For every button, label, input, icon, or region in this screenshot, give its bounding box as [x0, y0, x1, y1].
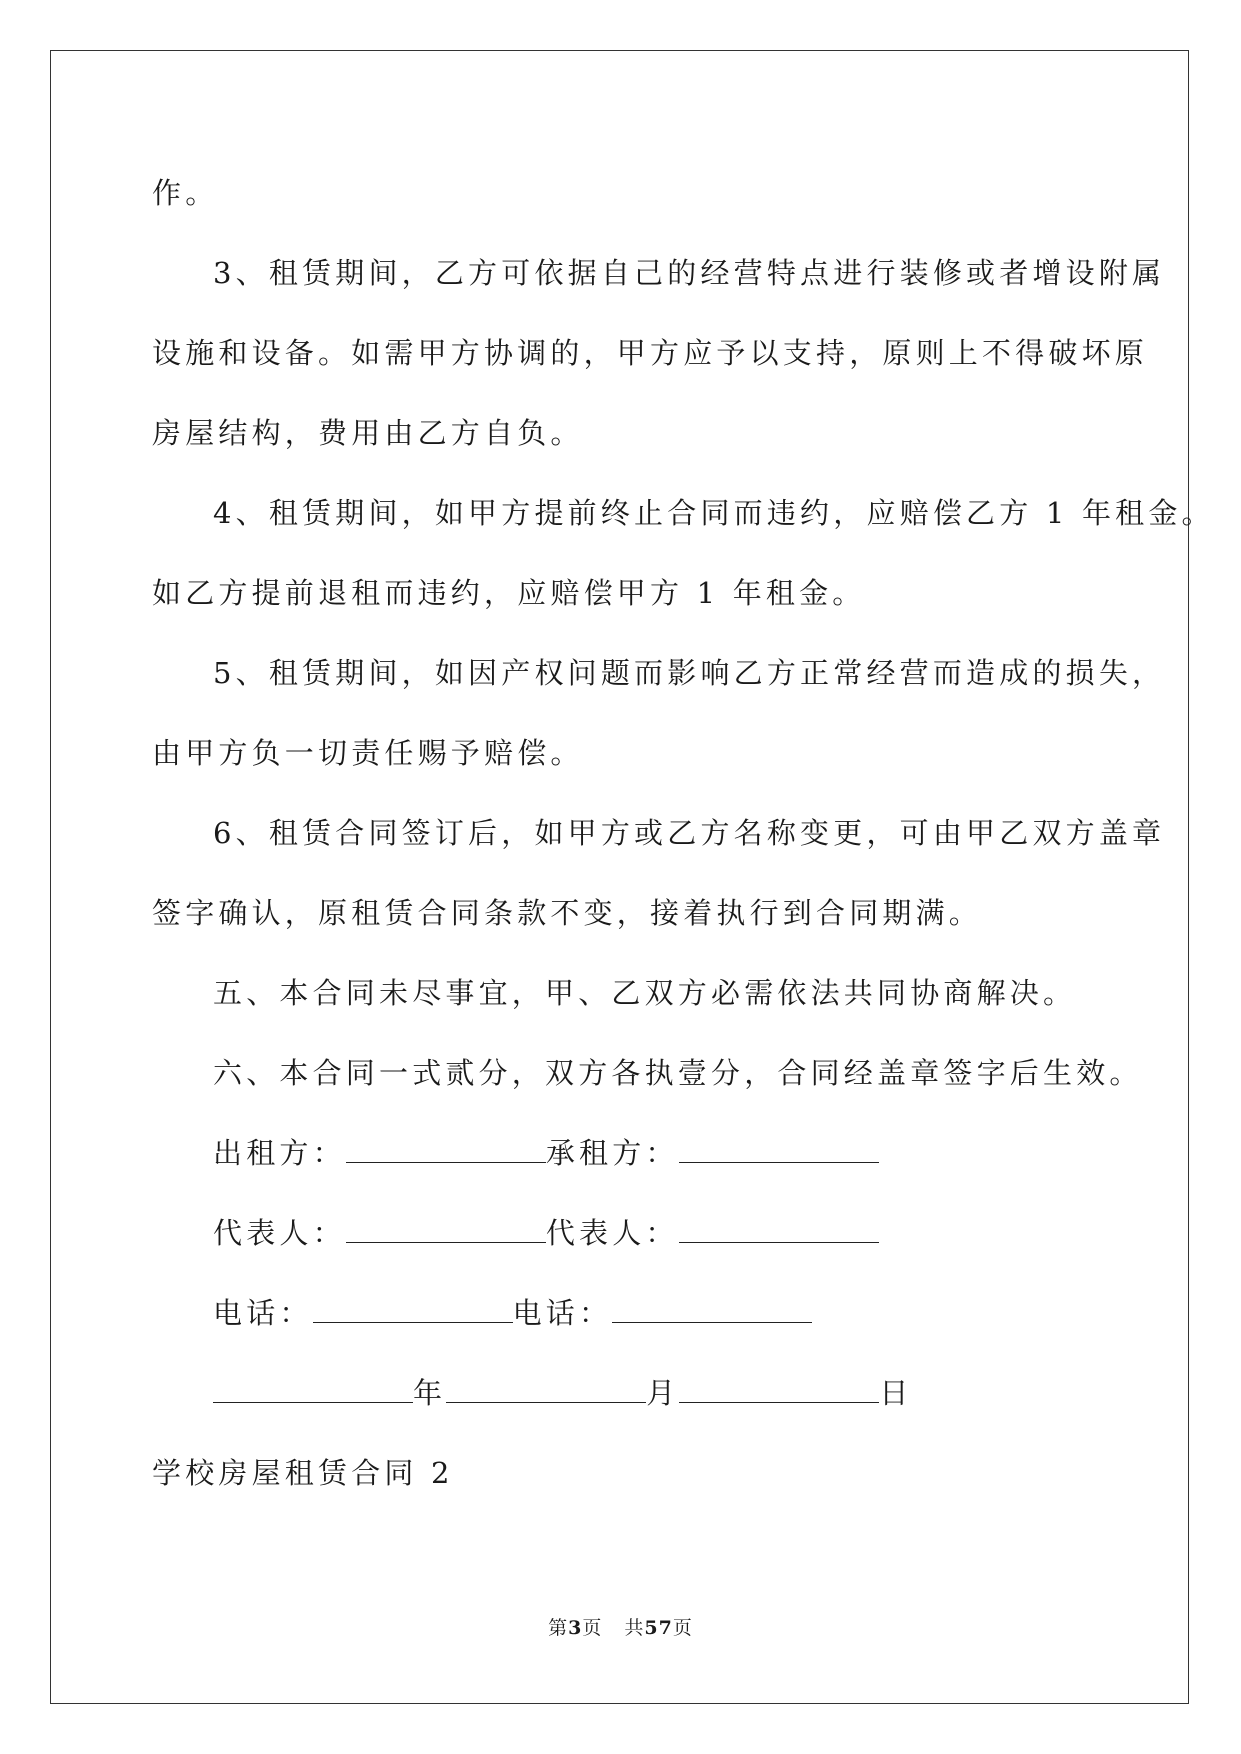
page-prefix: 第 — [548, 1617, 569, 1639]
page-footer — [0, 1616, 1241, 1640]
clause-6-line-2: 签字确认，原租赁合同条款不变，接着执行到合同期满。 — [152, 896, 983, 930]
lessee-label: 承租方： — [545, 1136, 679, 1170]
signature-row-representatives — [213, 1213, 879, 1253]
next-contract-title: 学校房屋租赁合同 2 — [152, 1456, 454, 1490]
phone-blank-2 — [612, 1296, 812, 1323]
lessor-label: 出租方： — [213, 1136, 346, 1170]
representative-label-1: 代表人： — [213, 1216, 346, 1250]
page-suffix: 页 — [582, 1617, 603, 1639]
representative-label-2: 代表人： — [545, 1216, 679, 1250]
signature-row-parties — [213, 1133, 879, 1173]
article-5-line: 五、本合同未尽事宜，甲、乙双方必需依法共同协商解决。 — [213, 976, 1077, 1010]
month-label: 月 — [646, 1376, 680, 1410]
clause-4-line-2: 如乙方提前退租而违约，应赔偿甲方 1 年租金。 — [152, 576, 866, 610]
total-suffix: 页 — [672, 1617, 693, 1639]
lessor-blank — [346, 1136, 546, 1163]
year-blank — [213, 1376, 413, 1403]
page-number: 3 — [568, 1617, 583, 1639]
phone-label-1: 电话： — [213, 1296, 313, 1330]
month-blank — [446, 1376, 646, 1403]
clause-3-line-3: 房屋结构，费用由乙方自负。 — [152, 416, 584, 450]
representative-blank-2 — [679, 1216, 879, 1243]
total-prefix: 共 — [624, 1617, 645, 1639]
total-pages: 57 — [644, 1617, 673, 1639]
clause-5-line-1: 5、租赁期间，如因产权问题而影响乙方正常经营而造成的损失， — [213, 656, 1166, 690]
clause-3-line-1: 3、租赁期间，乙方可依据自己的经营特点进行装修或者增设附属 — [213, 256, 1166, 290]
paragraph-line: 作。 — [152, 176, 219, 210]
lessee-blank — [679, 1136, 879, 1163]
signature-row-phones — [213, 1293, 812, 1333]
phone-label-2: 电话： — [512, 1296, 613, 1330]
clause-5-line-2: 由甲方负一切责任赐予赔偿。 — [152, 736, 584, 770]
clause-4-line-1: 4、租赁期间，如甲方提前终止合同而违约，应赔偿乙方 1 年租金。 — [213, 496, 1215, 530]
article-6-line: 六、本合同一式贰分，双方各执壹分，合同经盖章签字后生效。 — [213, 1056, 1143, 1090]
day-label: 日 — [879, 1376, 913, 1410]
clause-3-line-2: 设施和设备。如需甲方协调的，甲方应予以支持，原则上不得破坏原 — [152, 336, 1149, 370]
clause-6-line-1: 6、租赁合同签订后，如甲方或乙方名称变更，可由甲乙双方盖章 — [213, 816, 1166, 850]
year-label: 年 — [413, 1376, 447, 1410]
representative-blank-1 — [346, 1216, 546, 1243]
day-blank — [679, 1376, 879, 1403]
date-row — [213, 1373, 913, 1413]
phone-blank-1 — [313, 1296, 513, 1323]
